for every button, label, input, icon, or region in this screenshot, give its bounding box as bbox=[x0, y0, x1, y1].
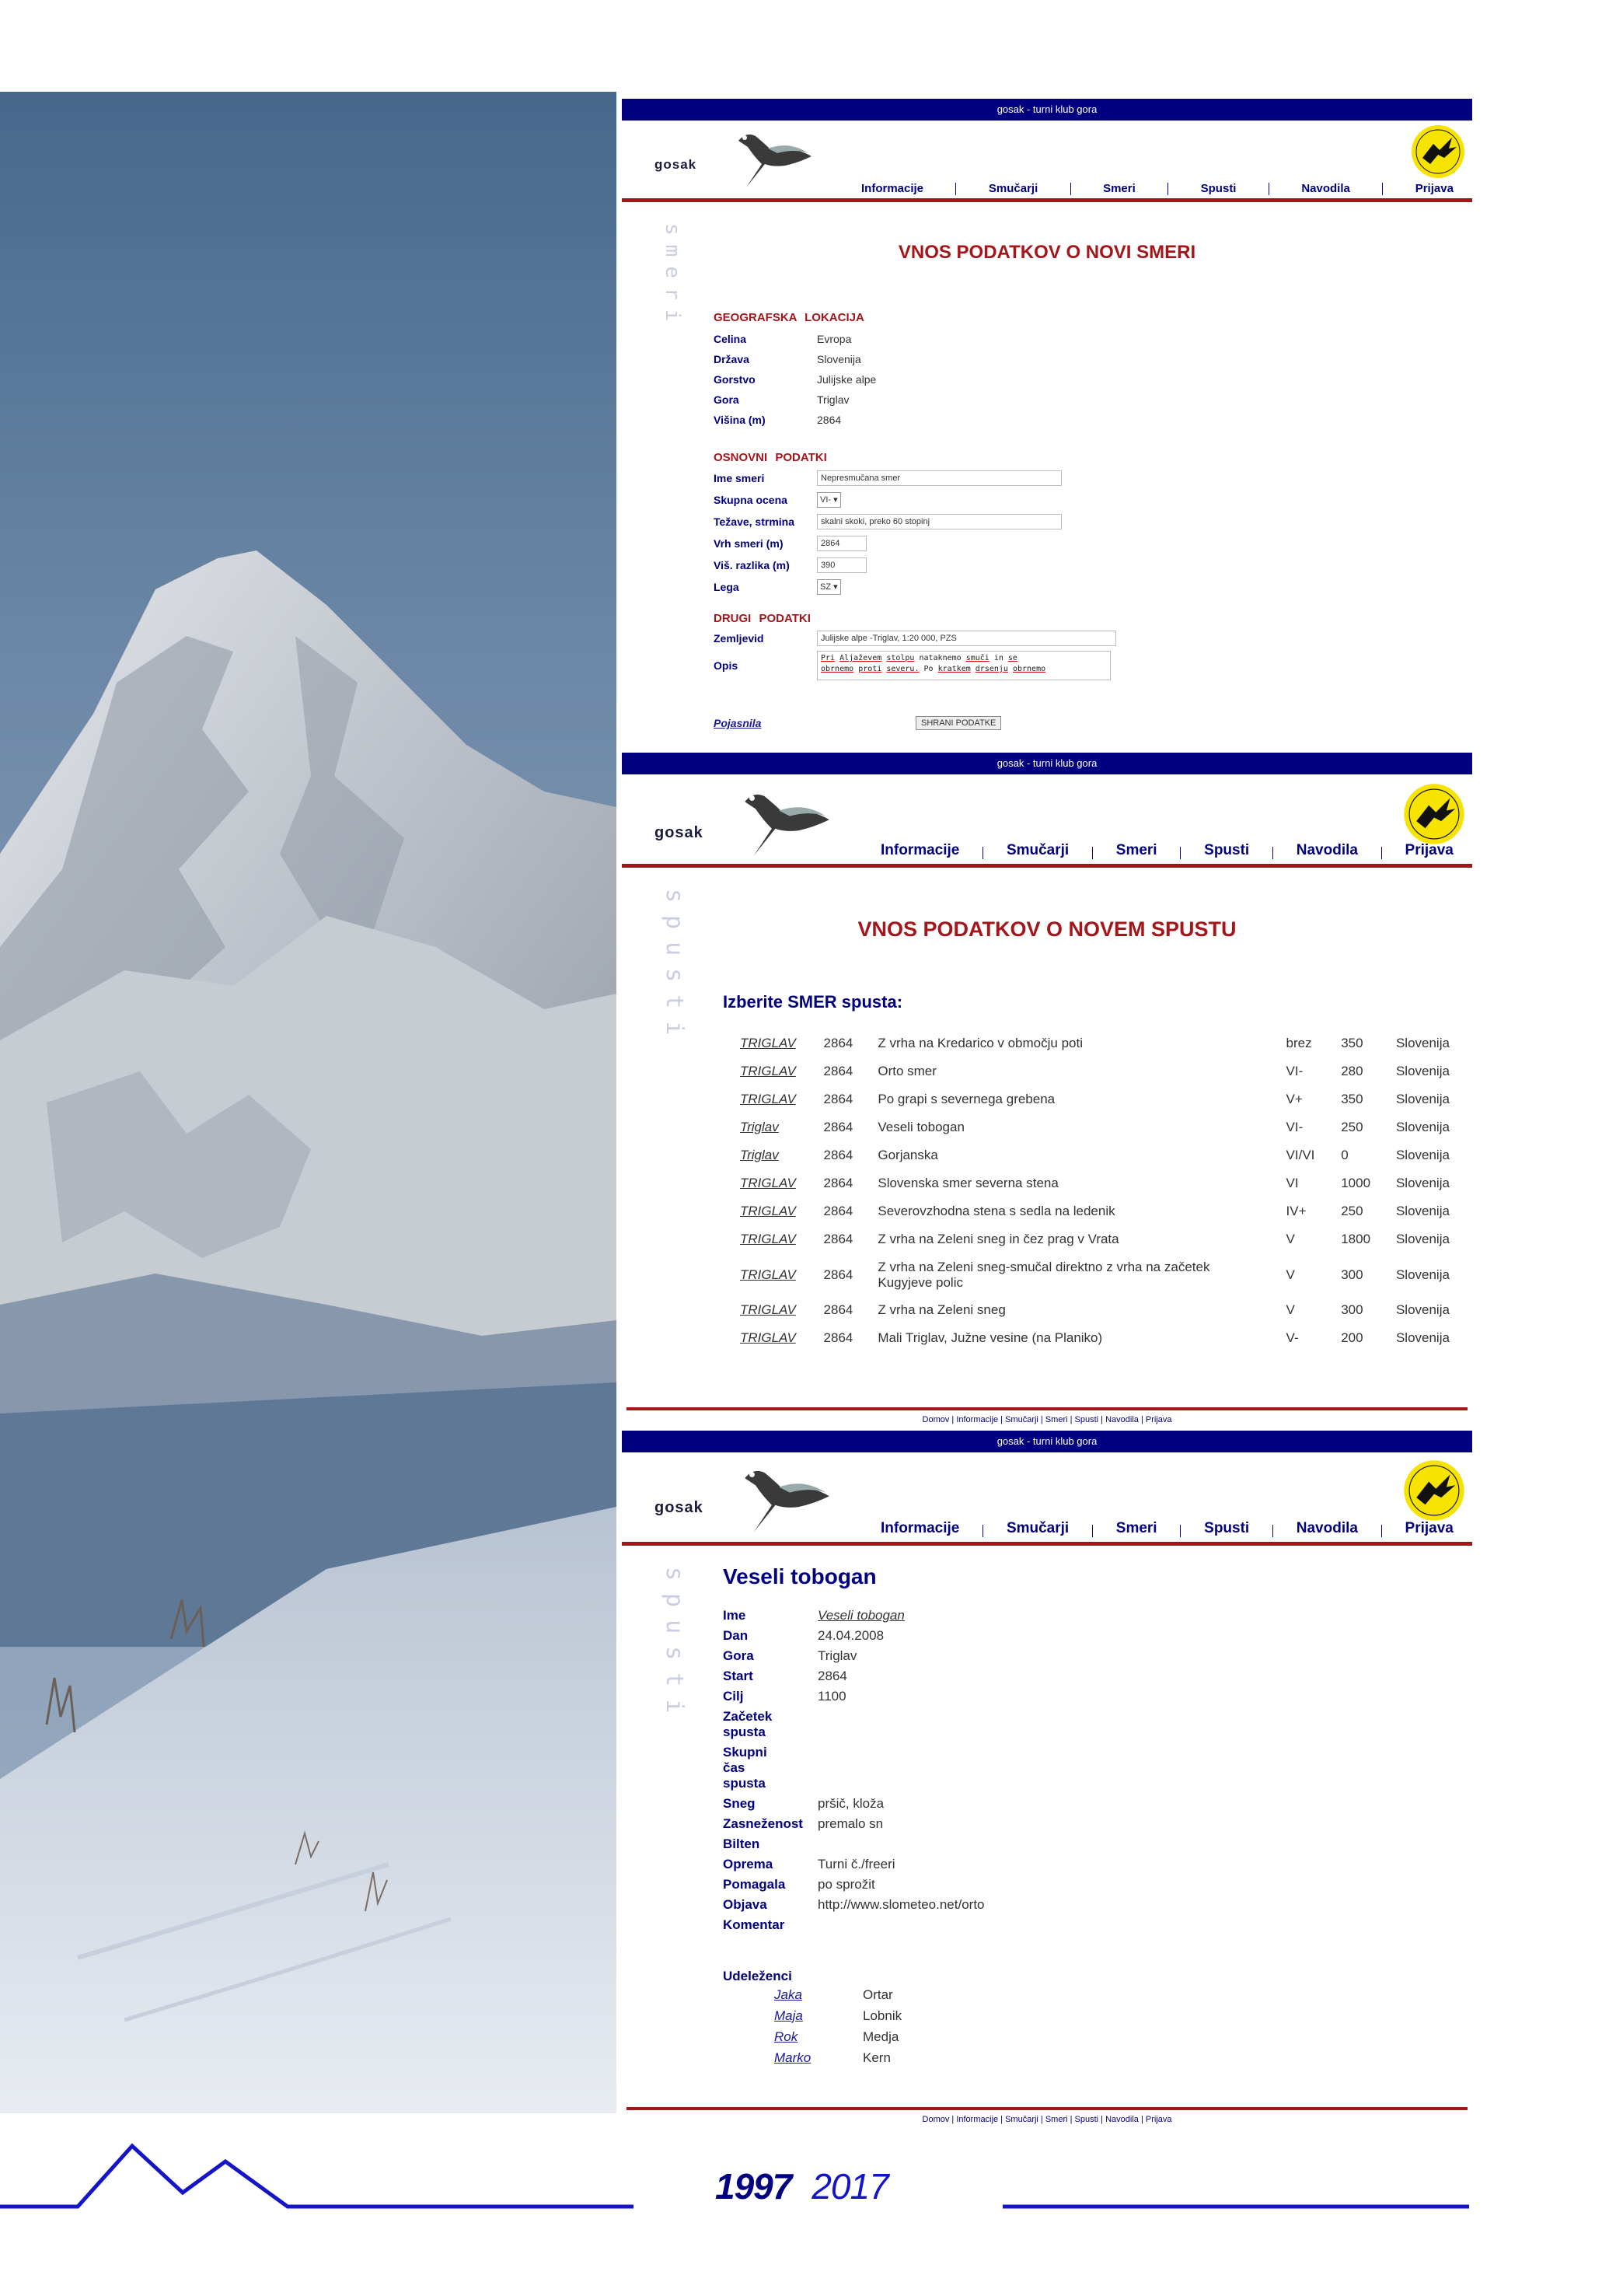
mountain-link[interactable]: TRIGLAV bbox=[740, 1036, 796, 1050]
detail-row bbox=[723, 1796, 985, 1812]
map-input[interactable]: Julijske alpe -Triglav, 1:20 000, PZS bbox=[817, 631, 1116, 646]
nav-separator bbox=[1167, 183, 1168, 195]
nav-navodila[interactable]: Navodila bbox=[1296, 842, 1358, 858]
field-label: Gorstvo bbox=[714, 373, 756, 386]
nav-separator bbox=[1381, 847, 1382, 859]
goose-logo-icon bbox=[731, 125, 824, 199]
detail-row bbox=[723, 1877, 985, 1892]
route-cell: Z vrha na Zeleni sneg-smučal direktno z vrha na začetek Kugyjeve polic bbox=[878, 1259, 1210, 1290]
participant-last-name: Lobnik bbox=[863, 2008, 902, 2023]
grade-cell: V bbox=[1286, 1232, 1295, 1246]
participant-last-name: Ortar bbox=[863, 1987, 893, 2002]
field-label: Gora bbox=[714, 393, 739, 406]
grade-cell: brez bbox=[1286, 1036, 1312, 1050]
word: Pri bbox=[821, 654, 836, 662]
detail-label: Ime bbox=[723, 1608, 746, 1623]
detail-label: Skupni čas spusta bbox=[723, 1745, 767, 1791]
nav-separator bbox=[1092, 1525, 1093, 1537]
country-cell: Slovenija bbox=[1395, 1176, 1450, 1190]
table-row[interactable] bbox=[740, 1057, 1472, 1085]
mountain-link[interactable]: TRIGLAV bbox=[740, 1204, 796, 1218]
nav-spusti[interactable]: Spusti bbox=[1204, 1520, 1250, 1536]
field-row bbox=[714, 511, 1062, 533]
participant-last-name: Medja bbox=[863, 2029, 899, 2044]
word: Po bbox=[923, 665, 934, 673]
nav-navodila[interactable]: Navodila bbox=[1301, 182, 1350, 195]
route-name-input[interactable]: Nepresmučana smer bbox=[817, 470, 1062, 486]
field-label: Težave, strmina bbox=[714, 515, 795, 528]
section-title: OSNOVNI PODATKI bbox=[714, 451, 827, 464]
word: nataknemo bbox=[919, 654, 962, 662]
detail-label: Bilten bbox=[723, 1836, 760, 1851]
participants-list bbox=[723, 1987, 985, 2066]
grade-cell: VI- bbox=[1286, 1064, 1304, 1078]
grade-select[interactable] bbox=[817, 492, 841, 508]
chevron-down-icon: ▾ bbox=[833, 582, 838, 592]
site-topbar: gosak - turni klub gora bbox=[622, 1431, 1472, 1452]
route-cell: Gorjanska bbox=[878, 1148, 938, 1162]
drop-cell: 250 bbox=[1341, 1204, 1363, 1218]
nav-smucarji[interactable]: Smučarji bbox=[1006, 1520, 1070, 1536]
screen-new-descent bbox=[622, 753, 1472, 1423]
help-link[interactable]: Pojasnila bbox=[714, 717, 762, 729]
goose-logo-icon bbox=[735, 1460, 844, 1545]
detail-value: Turni č./freeri bbox=[818, 1857, 895, 1871]
nav-smucarji[interactable]: Smučarji bbox=[1006, 842, 1070, 858]
detail-row bbox=[723, 1689, 985, 1704]
anniversary-years bbox=[715, 2165, 888, 2207]
word: drsenju bbox=[975, 665, 1008, 673]
mountain-link[interactable]: TRIGLAV bbox=[740, 1064, 796, 1078]
nav-separator bbox=[955, 183, 956, 195]
table-row[interactable] bbox=[740, 1085, 1472, 1113]
grade-cell: V bbox=[1286, 1267, 1295, 1282]
nav-separator bbox=[1272, 847, 1273, 859]
table-row[interactable] bbox=[740, 1225, 1472, 1253]
height-cell: 2864 bbox=[823, 1302, 853, 1317]
year-start: 1997 bbox=[715, 2166, 792, 2207]
nav-informacije[interactable]: Informacije bbox=[881, 1520, 960, 1536]
field-value: Slovenija bbox=[817, 353, 861, 365]
section-side-label: smeri bbox=[661, 223, 684, 331]
field-label: Lega bbox=[714, 581, 739, 593]
field-row bbox=[714, 329, 876, 349]
field-label: Višina (m) bbox=[714, 414, 766, 426]
word: kratkem bbox=[937, 665, 971, 673]
word: in bbox=[993, 654, 1003, 662]
detail-label: Začetek spusta bbox=[723, 1709, 773, 1739]
section-title: DRUGI PODATKI bbox=[714, 612, 811, 625]
word: severu. bbox=[886, 665, 920, 673]
section-title: GEOGRAFSKA LOKACIJA bbox=[714, 311, 864, 324]
participant-first-name-link[interactable]: Jaka bbox=[774, 1987, 802, 2002]
detail-label: Sneg bbox=[723, 1796, 756, 1811]
route-table bbox=[740, 1029, 1472, 1352]
club-emblem-icon bbox=[1410, 124, 1466, 183]
detail-row bbox=[723, 1816, 985, 1832]
detail-value: premalo sn bbox=[818, 1816, 884, 1831]
grade-cell: IV+ bbox=[1286, 1204, 1307, 1218]
year-end: 2017 bbox=[811, 2166, 888, 2207]
site-footer: Domov | Informacije | Smučarji | Smeri | Spusti | Navodila | Prijava bbox=[627, 1407, 1468, 1424]
height-cell: 2864 bbox=[823, 1064, 853, 1078]
detail-label: Pomagala bbox=[723, 1877, 786, 1892]
textarea-line bbox=[821, 653, 1107, 664]
other-section bbox=[714, 612, 1116, 683]
goose-logo-icon bbox=[735, 784, 844, 868]
chevron-down-icon: ▾ bbox=[833, 495, 838, 505]
field-label: Celina bbox=[714, 333, 747, 345]
word: smuči bbox=[965, 654, 989, 662]
site-logo-text[interactable]: gosak bbox=[654, 157, 697, 172]
country-cell: Slovenija bbox=[1395, 1120, 1450, 1134]
nav-smeri[interactable]: Smeri bbox=[1103, 182, 1136, 195]
nav-smeri[interactable]: Smeri bbox=[1115, 1520, 1157, 1536]
height-cell: 2864 bbox=[823, 1176, 853, 1190]
participant-row bbox=[723, 2050, 985, 2066]
detail-value: pršič, kloža bbox=[818, 1796, 885, 1811]
site-header bbox=[622, 1452, 1472, 1546]
country-cell: Slovenija bbox=[1395, 1204, 1450, 1218]
nav-separator bbox=[1180, 847, 1181, 859]
nav-separator bbox=[1070, 183, 1071, 195]
route-cell: Z vrha na Zeleni sneg bbox=[878, 1302, 1006, 1317]
drop-cell: 250 bbox=[1341, 1120, 1363, 1134]
height-cell: 2864 bbox=[823, 1036, 853, 1050]
field-row bbox=[714, 576, 1062, 598]
site-header bbox=[622, 774, 1472, 868]
country-cell: Slovenija bbox=[1395, 1036, 1450, 1050]
country-cell: Slovenija bbox=[1395, 1148, 1450, 1162]
field-label: Zemljevid bbox=[714, 632, 764, 645]
site-topbar: gosak - turni klub gora bbox=[622, 99, 1472, 121]
participants-label: Udeleženci bbox=[723, 1969, 792, 1983]
mountain-link[interactable]: Triglav bbox=[740, 1148, 779, 1162]
country-cell: Slovenija bbox=[1395, 1302, 1450, 1317]
page-title: Veseli tobogan bbox=[723, 1564, 877, 1588]
table-row[interactable] bbox=[740, 1296, 1472, 1324]
detail-row bbox=[723, 1836, 985, 1852]
aspect-select-value: SZ bbox=[820, 582, 832, 592]
table-row[interactable] bbox=[740, 1029, 1472, 1057]
drop-cell: 300 bbox=[1341, 1267, 1363, 1282]
screen-descent-detail bbox=[622, 1431, 1472, 2124]
section-side-label: spusti bbox=[661, 889, 688, 1048]
height-cell: 2864 bbox=[823, 1092, 853, 1106]
field-row bbox=[714, 489, 1062, 511]
country-cell: Slovenija bbox=[1395, 1092, 1450, 1106]
detail-rows bbox=[723, 1628, 985, 1933]
field-row bbox=[714, 628, 1116, 648]
detail-row bbox=[723, 1628, 985, 1644]
mountain-photo bbox=[0, 92, 616, 2113]
route-name-link[interactable]: Veseli tobogan bbox=[818, 1608, 905, 1623]
participant-first-name-link[interactable]: Marko bbox=[774, 2050, 811, 2065]
textarea-line bbox=[821, 664, 1107, 675]
main-nav bbox=[855, 182, 1460, 195]
detail-value: 1100 bbox=[818, 1689, 846, 1704]
mountain-link[interactable]: Triglav bbox=[740, 1120, 779, 1134]
table-row[interactable] bbox=[740, 1197, 1472, 1225]
word: se bbox=[1007, 654, 1017, 662]
drop-cell: 0 bbox=[1341, 1148, 1349, 1162]
detail-label: Zasneženost bbox=[723, 1816, 803, 1831]
mountain-link[interactable]: TRIGLAV bbox=[740, 1092, 796, 1106]
site-topbar: gosak - turni klub gora bbox=[622, 753, 1472, 774]
detail-row bbox=[723, 1857, 985, 1872]
grade-cell: V bbox=[1286, 1302, 1295, 1317]
mountain-link[interactable]: TRIGLAV bbox=[740, 1176, 796, 1190]
detail-value: po sprožit bbox=[818, 1877, 875, 1892]
nav-separator bbox=[1092, 847, 1093, 859]
nav-prijava[interactable]: Prijava bbox=[1405, 1520, 1454, 1536]
field-row bbox=[714, 390, 876, 410]
detail-label: Dan bbox=[723, 1628, 749, 1643]
route-cell: Orto smer bbox=[878, 1064, 937, 1078]
club-emblem-icon bbox=[1402, 1459, 1466, 1526]
field-value: Evropa bbox=[817, 333, 852, 345]
nav-smeri[interactable]: Smeri bbox=[1115, 842, 1157, 858]
drop-cell: 300 bbox=[1341, 1302, 1363, 1317]
field-label: Ime smeri bbox=[714, 472, 765, 484]
subtitle: Izberite SMER spusta: bbox=[723, 992, 903, 1012]
site-footer: Domov | Informacije | Smučarji | Smeri | Spusti | Navodila | Prijava bbox=[627, 2107, 1468, 2124]
site-logo-text[interactable]: gosak bbox=[654, 824, 703, 841]
descent-details bbox=[723, 1608, 985, 2071]
word: stolpu bbox=[886, 654, 915, 662]
screen-new-route bbox=[622, 99, 1472, 744]
page-title: VNOS PODATKOV O NOVI SMERI bbox=[898, 242, 1196, 263]
summit-height-input[interactable]: 2864 bbox=[817, 536, 867, 551]
detail-row bbox=[723, 1897, 985, 1913]
nav-prijava[interactable]: Prijava bbox=[1415, 182, 1454, 195]
detail-label: Start bbox=[723, 1669, 753, 1683]
route-cell: Veseli tobogan bbox=[878, 1120, 965, 1134]
field-value: 2864 bbox=[817, 414, 842, 426]
mountain-link[interactable]: TRIGLAV bbox=[740, 1267, 796, 1282]
nav-separator bbox=[1381, 1525, 1382, 1537]
save-button[interactable]: SHRANI PODATKE bbox=[916, 716, 1001, 730]
route-cell: Slovenska smer severna stena bbox=[878, 1176, 1059, 1190]
detail-label: Objava bbox=[723, 1897, 767, 1912]
detail-value: Triglav bbox=[818, 1648, 857, 1663]
drop-cell: 350 bbox=[1341, 1092, 1363, 1106]
field-row bbox=[714, 648, 1116, 683]
detail-value: http://www.slometeo.net/orto bbox=[818, 1897, 985, 1912]
mountain-link[interactable]: TRIGLAV bbox=[740, 1302, 796, 1317]
detail-row bbox=[723, 1917, 985, 1933]
section-side-label: spusti bbox=[661, 1567, 688, 1726]
drop-cell: 280 bbox=[1341, 1064, 1363, 1078]
main-nav bbox=[874, 842, 1460, 859]
table-row[interactable] bbox=[740, 1113, 1472, 1141]
detail-row bbox=[723, 1669, 985, 1684]
height-cell: 2864 bbox=[823, 1204, 853, 1218]
field-label: Skupna ocena bbox=[714, 494, 787, 506]
nav-prijava[interactable]: Prijava bbox=[1405, 842, 1454, 858]
country-cell: Slovenija bbox=[1395, 1064, 1450, 1078]
drop-cell: 1800 bbox=[1341, 1232, 1371, 1246]
field-label: Vrh smeri (m) bbox=[714, 537, 784, 550]
detail-label: Cilj bbox=[723, 1689, 744, 1704]
detail-row bbox=[723, 1709, 985, 1740]
field-row bbox=[714, 467, 1062, 489]
description-textarea[interactable] bbox=[817, 651, 1111, 680]
word: proti bbox=[858, 665, 882, 673]
field-row bbox=[714, 349, 876, 369]
mountain-link[interactable]: TRIGLAV bbox=[740, 1232, 796, 1246]
table-row[interactable] bbox=[740, 1169, 1472, 1197]
table-row[interactable] bbox=[740, 1324, 1472, 1352]
country-cell: Slovenija bbox=[1395, 1232, 1450, 1246]
grade-cell: V- bbox=[1286, 1330, 1299, 1345]
drop-cell: 1000 bbox=[1341, 1176, 1371, 1190]
table-row[interactable] bbox=[740, 1141, 1472, 1169]
field-label: Viš. razlika (m) bbox=[714, 559, 790, 571]
height-cell: 2864 bbox=[823, 1330, 853, 1345]
detail-value: 2864 bbox=[818, 1669, 847, 1683]
nav-spusti[interactable]: Spusti bbox=[1200, 182, 1237, 195]
nav-separator bbox=[1382, 183, 1383, 195]
grade-cell: VI bbox=[1286, 1176, 1299, 1190]
grade-select-value: VI- bbox=[820, 495, 832, 505]
route-cell: Severovzhodna stena s sedla na ledenik bbox=[878, 1204, 1115, 1218]
route-cell: Mali Triglav, Južne vesine (na Planiko) bbox=[878, 1330, 1103, 1345]
nav-separator bbox=[1272, 1525, 1273, 1537]
grade-cell: VI/VI bbox=[1286, 1148, 1315, 1162]
field-row bbox=[714, 410, 876, 430]
aspect-select[interactable] bbox=[817, 579, 841, 595]
detail-row bbox=[723, 1608, 985, 1623]
table-row[interactable] bbox=[740, 1253, 1472, 1296]
participant-row bbox=[723, 2008, 985, 2024]
country-cell: Slovenija bbox=[1395, 1330, 1450, 1345]
field-label: Opis bbox=[714, 659, 738, 672]
page-title: VNOS PODATKOV O NOVEM SPUSTU bbox=[857, 917, 1237, 941]
field-row bbox=[714, 554, 1062, 576]
grade-cell: V+ bbox=[1286, 1092, 1303, 1106]
word: obrnemo bbox=[821, 665, 854, 673]
nav-spusti[interactable]: Spusti bbox=[1204, 842, 1250, 858]
height-cell: 2864 bbox=[823, 1267, 853, 1282]
main-nav bbox=[874, 1520, 1460, 1537]
word: obrnemo bbox=[1012, 665, 1046, 673]
detail-value: 24.04.2008 bbox=[818, 1628, 885, 1643]
drop-cell: 350 bbox=[1341, 1036, 1363, 1050]
field-label: Država bbox=[714, 353, 749, 365]
route-cell: Z vrha na Zeleni sneg in čez prag v Vrata bbox=[878, 1232, 1119, 1246]
difficulty-input[interactable]: skalni skoki, preko 60 stopinj bbox=[817, 514, 1062, 529]
drop-cell: 200 bbox=[1341, 1330, 1363, 1345]
mountain-link[interactable]: TRIGLAV bbox=[740, 1330, 796, 1345]
participant-row bbox=[723, 2029, 985, 2045]
height-difference-input[interactable]: 390 bbox=[817, 557, 867, 573]
detail-row bbox=[723, 1648, 985, 1664]
height-cell: 2864 bbox=[823, 1148, 853, 1162]
club-emblem-icon bbox=[1402, 782, 1466, 850]
word: Aljaževem bbox=[839, 654, 882, 662]
participant-row bbox=[723, 1987, 985, 2003]
nav-separator bbox=[1180, 1525, 1181, 1537]
participant-first-name-link[interactable]: Rok bbox=[774, 2029, 798, 2044]
basic-section bbox=[714, 451, 1062, 598]
detail-label: Komentar bbox=[723, 1917, 785, 1932]
site-logo-text[interactable]: gosak bbox=[654, 1499, 703, 1516]
field-value: Julijske alpe bbox=[817, 373, 877, 386]
grade-cell: VI- bbox=[1286, 1120, 1304, 1134]
country-cell: Slovenija bbox=[1395, 1267, 1450, 1282]
nav-informacije[interactable]: Informacije bbox=[881, 842, 960, 858]
field-value: Triglav bbox=[817, 393, 850, 406]
height-cell: 2864 bbox=[823, 1232, 853, 1246]
geo-section bbox=[714, 311, 876, 430]
detail-row bbox=[723, 1745, 985, 1791]
detail-label: Oprema bbox=[723, 1857, 773, 1871]
field-row bbox=[714, 533, 1062, 554]
nav-informacije[interactable]: Informacije bbox=[861, 182, 924, 195]
detail-label: Gora bbox=[723, 1648, 754, 1663]
route-cell: Po grapi s severnega grebena bbox=[878, 1092, 1056, 1106]
nav-smucarji[interactable]: Smučarji bbox=[988, 182, 1038, 195]
route-cell: Z vrha na Kredarico v območju poti bbox=[878, 1036, 1083, 1050]
nav-navodila[interactable]: Navodila bbox=[1296, 1520, 1358, 1536]
field-row bbox=[714, 369, 876, 390]
participant-last-name: Kern bbox=[863, 2050, 891, 2065]
participant-first-name-link[interactable]: Maja bbox=[774, 2008, 803, 2023]
site-header bbox=[622, 121, 1472, 202]
height-cell: 2864 bbox=[823, 1120, 853, 1134]
